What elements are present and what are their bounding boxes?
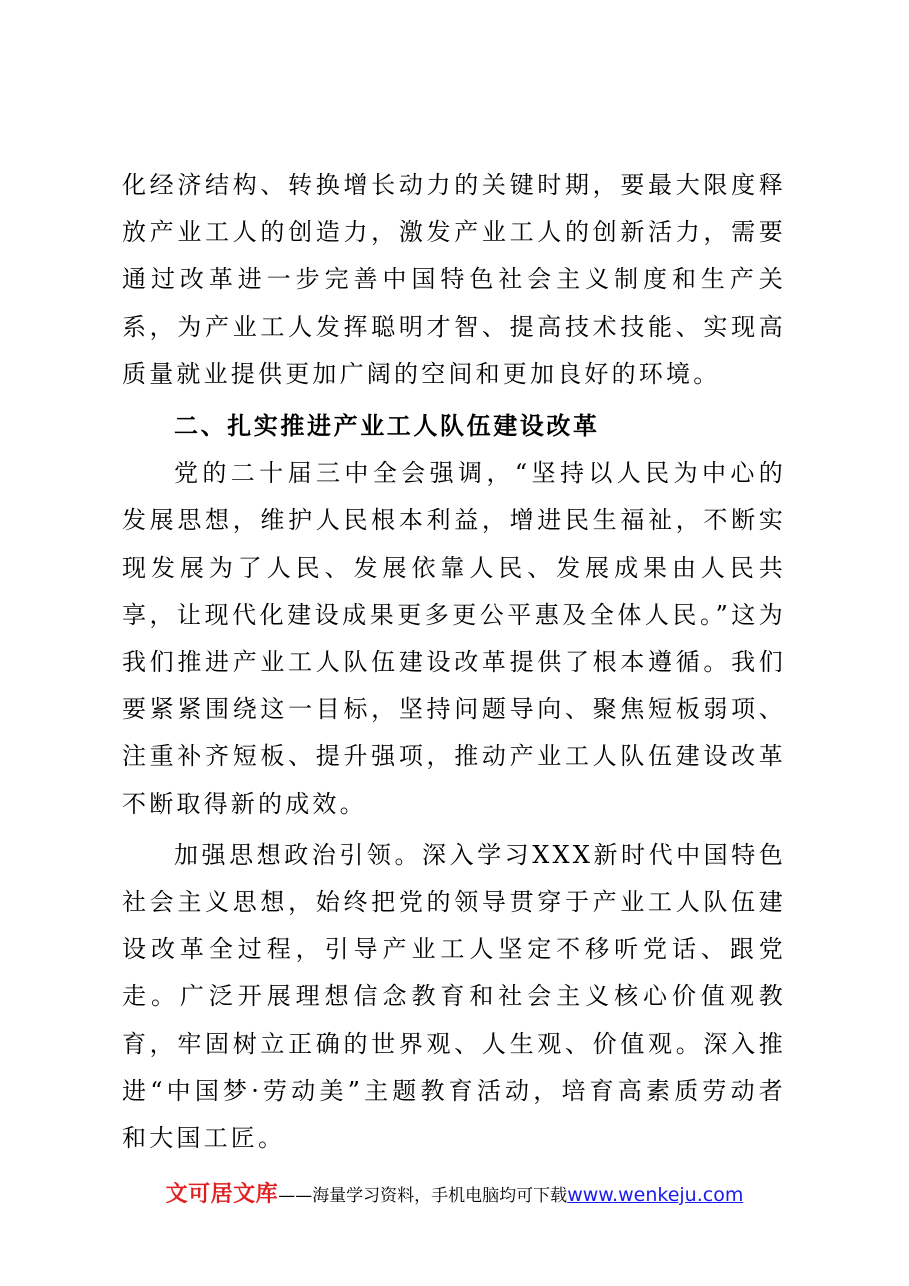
footer-banner: [0, 1180, 909, 1211]
footer-tagline: ——海量学习资料，手机电脑均可下载: [278, 1186, 568, 1206]
document-body: [122, 162, 786, 1162]
paragraph-gap: [122, 398, 786, 402]
paragraph-ideological-guidance: 加强思想政治引领。深入学习XXX新时代中国特色社会主义思想，始终把党的领导贯穿于产业工人队伍建设改革全过程，引导产业工人坚定不移听党话、跟党走。广泛开展理想信念教育和社会主义核心价值观教育，牢固树立正确的世界观、人生观、价值观。深入推进“中国梦·劳动美”主题教育活动，培育高素质劳动者和大国工匠。: [122, 840, 786, 1153]
section-heading: 二、扎实推进产业工人队伍建设改革: [174, 412, 600, 441]
footer-url-link[interactable]: www.wenkeju.com: [567, 1184, 744, 1206]
paragraph-plenum-quote: 党的二十届三中全会强调，“坚持以人民为中心的发展思想，维护人民根本利益，增进民生福祉，不断实现发展为了人民、发展依靠人民、发展成果由人民共享，让现代化建设成果更多更公平惠及全体人民。”这为我们推进产业工人队伍建设改革提供了根本遵循。我们要紧紧围绕这一目标，坚持问题导向、聚焦短板弱项、注重补齐短板、提升强项，推动产业工人队伍建设改革不断取得新的成效。: [122, 459, 786, 818]
footer-brand: 文可居文库: [165, 1182, 279, 1207]
paragraph-continuation: 化经济结构、转换增长动力的关键时期，要最大限度释放产业工人的创造力，激发产业工人的创新活力，需要通过改革进一步完善中国特色社会主义制度和生产关系，为产业工人发挥聪明才智、提高技术技能、实现高质量就业提供更加广阔的空间和更加良好的环境。: [122, 171, 786, 388]
